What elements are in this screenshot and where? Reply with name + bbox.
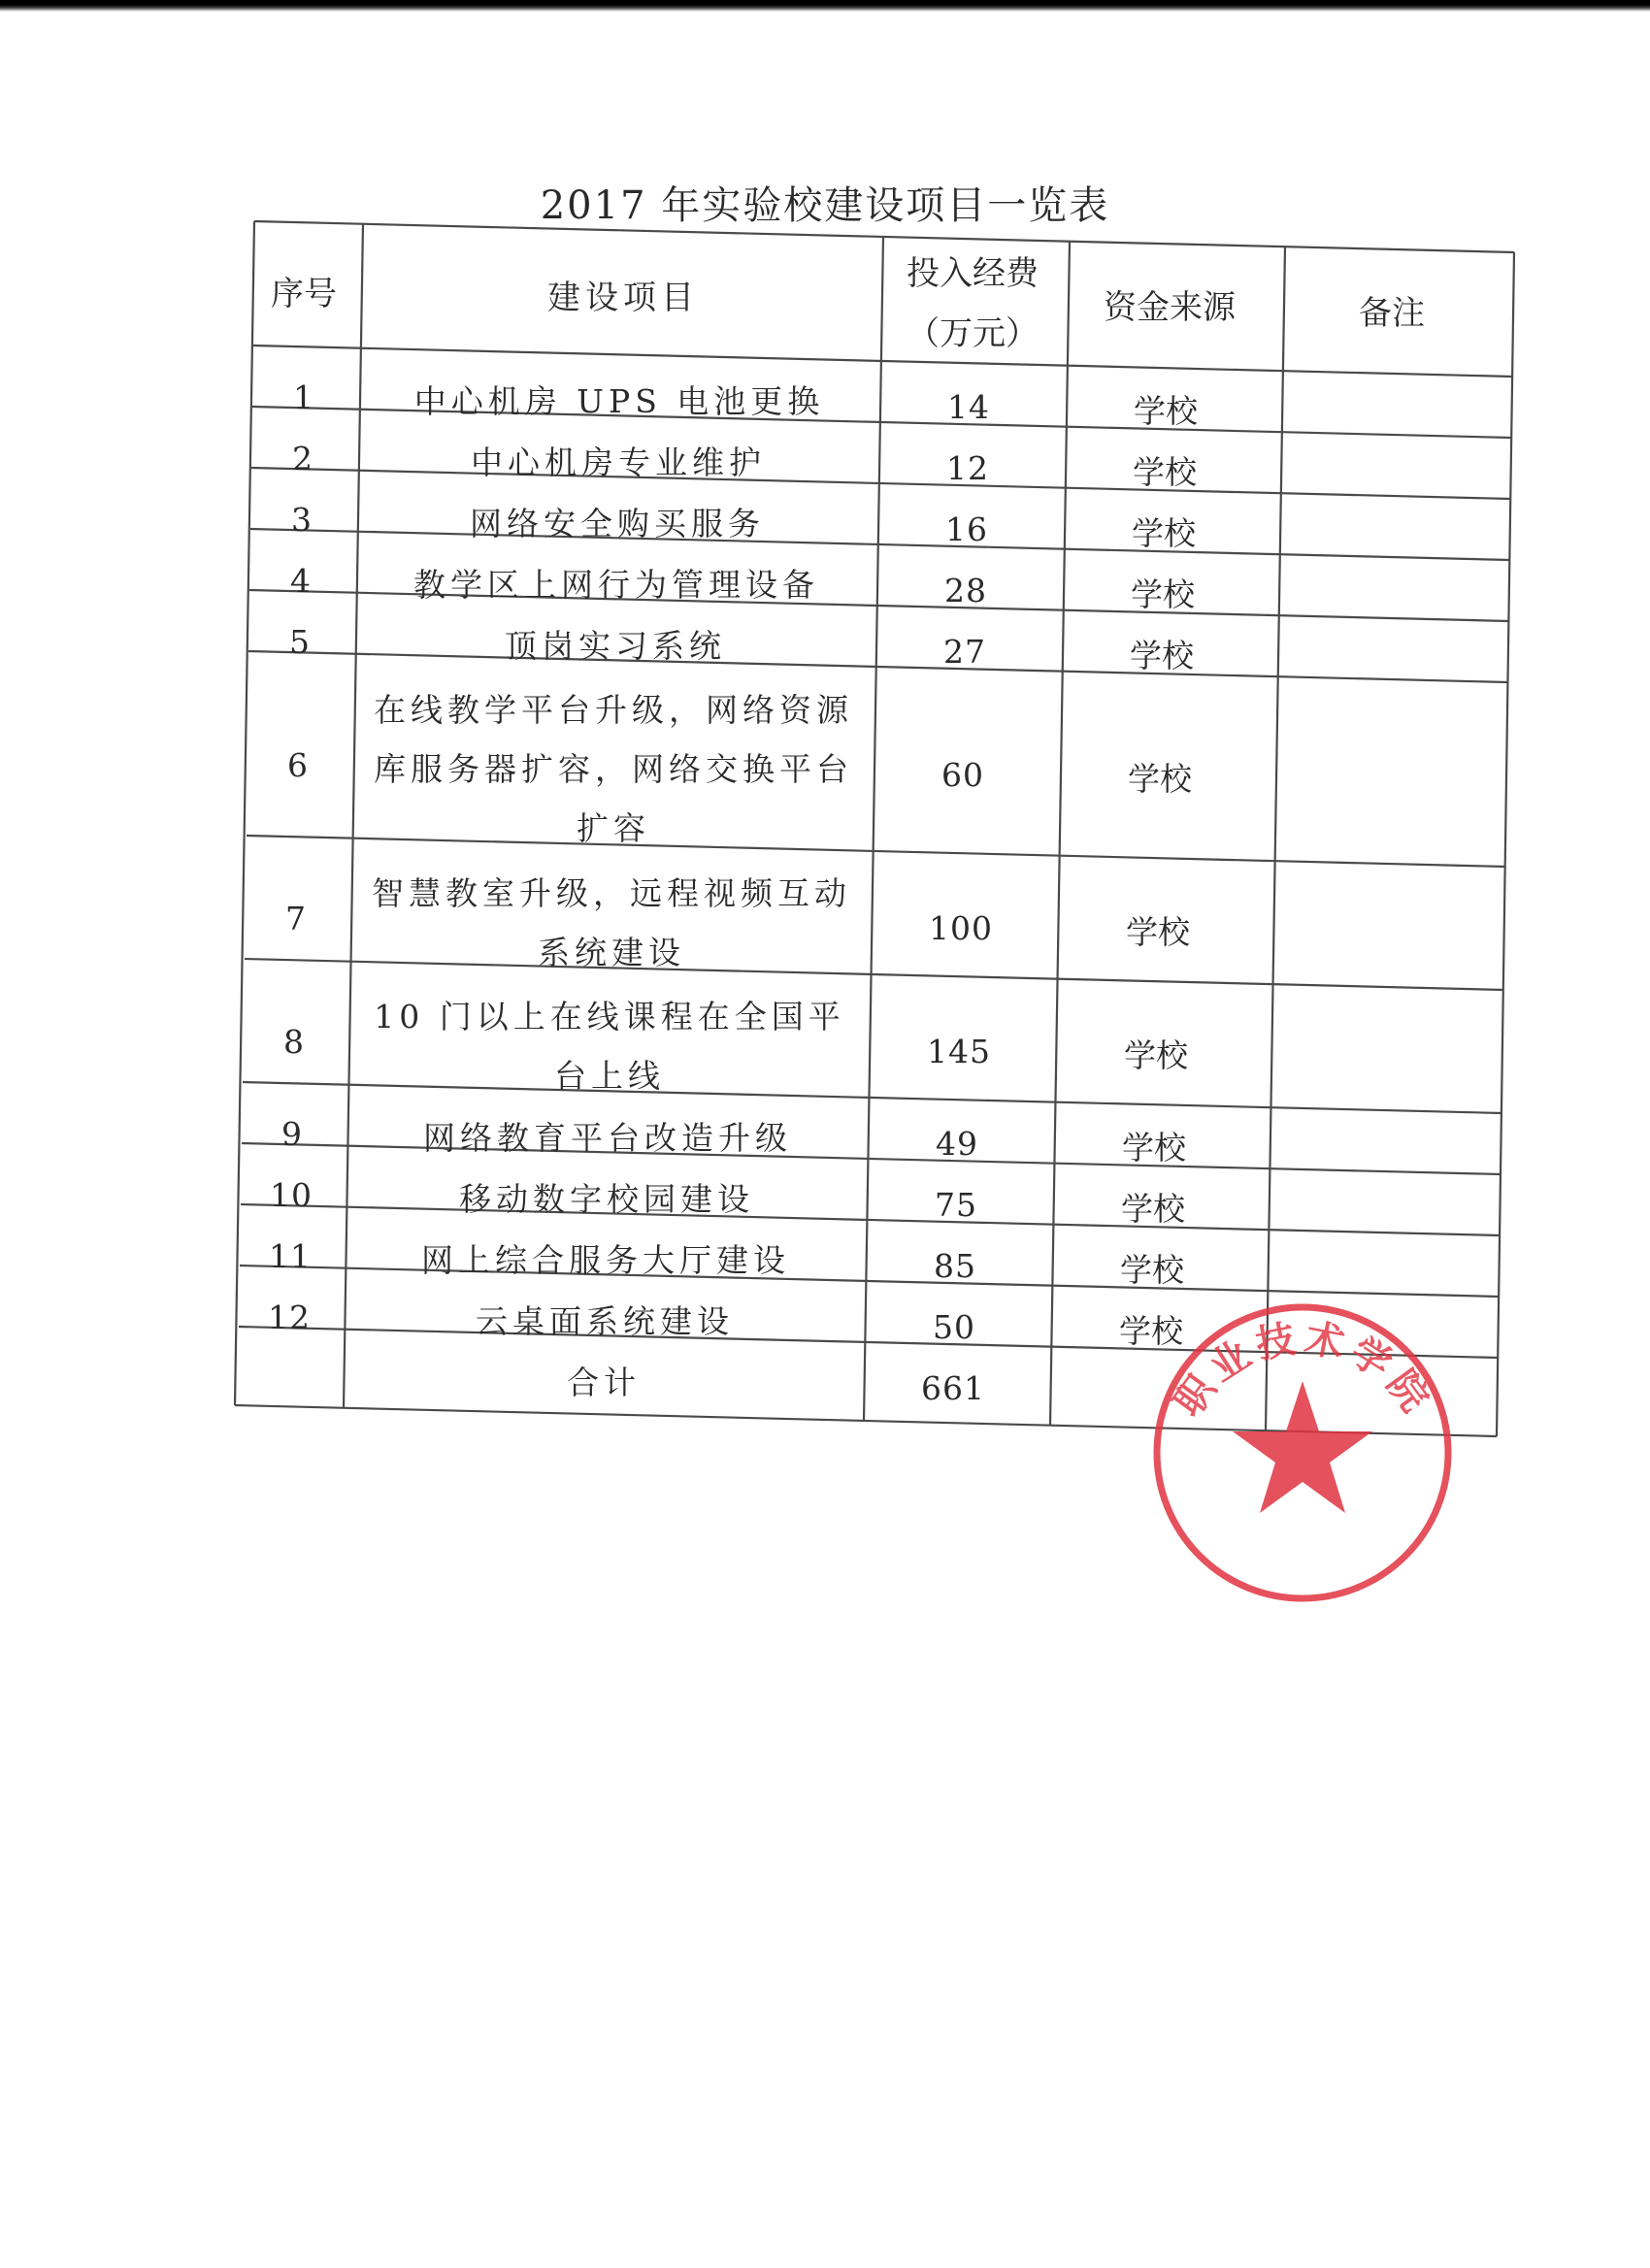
- scan-top-edge: [0, 0, 1650, 12]
- header-seq: 序号: [271, 275, 337, 313]
- cell-source: 学校: [1131, 575, 1195, 613]
- cell-remark: [1273, 386, 1502, 447]
- seal-star-icon: [1233, 1381, 1372, 1513]
- cell-remark: [1266, 876, 1495, 1000]
- cell-seq: 7: [285, 900, 307, 937]
- cell-source: 学校: [1132, 514, 1196, 552]
- header-source: 资金来源: [1104, 288, 1236, 327]
- cell-seq: 6: [287, 745, 309, 784]
- header-remark: 备注: [1359, 294, 1425, 333]
- cell-seq: 1: [293, 378, 314, 416]
- page-title: 2017 年实验校建设项目一览表: [540, 183, 1110, 228]
- cell-seq: 4: [290, 562, 312, 600]
- seal-text: 职业技术学院: [1165, 1314, 1441, 1426]
- cell-project: 智慧教室升级，远程视频互动系统建设: [372, 873, 851, 971]
- cell-source: 学校: [1133, 453, 1197, 491]
- cell-seq: 12: [268, 1298, 311, 1336]
- cell-seq: 9: [281, 1115, 303, 1153]
- cell-source: 学校: [1120, 1251, 1184, 1289]
- cell-cost: 49: [936, 1125, 978, 1163]
- header-cost-line1: 投入经费: [907, 254, 1039, 293]
- official-seal: [1145, 1296, 1461, 1611]
- cell-remark: [1270, 631, 1499, 692]
- cell-project: 网络教育平台改造升级: [423, 1119, 792, 1157]
- cell-seq: 3: [291, 501, 313, 539]
- cell-cost: 100: [929, 909, 993, 947]
- cell-cost: 145: [927, 1033, 991, 1070]
- header-cost-line2: （万元）: [907, 314, 1039, 353]
- cell-project: 中心机房 UPS 电池更换: [413, 382, 825, 420]
- cell-remark: [1272, 447, 1502, 509]
- cell-cost: 12: [946, 449, 989, 487]
- cell-project: 网络安全购买服务: [470, 505, 765, 542]
- cell-project: 10 门以上在线课程在全国平台上线: [374, 997, 845, 1095]
- cell-source: 学校: [1134, 392, 1198, 430]
- cell-remark: [1261, 1184, 1490, 1245]
- cell-project: 云桌面系统建设: [476, 1302, 734, 1340]
- cell-source: 学校: [1124, 1036, 1188, 1074]
- cell-cost: 85: [934, 1247, 976, 1285]
- cell-cost: 75: [935, 1186, 977, 1224]
- cell-source: 学校: [1126, 913, 1190, 951]
- cell-project: 网上综合服务大厅建设: [421, 1241, 790, 1279]
- cell-remark: [1264, 1000, 1493, 1123]
- header-project: 建设项目: [547, 279, 699, 317]
- cell-remark: [1262, 1123, 1491, 1184]
- cell-seq: 5: [289, 623, 311, 661]
- cell-seq: 10: [270, 1176, 313, 1214]
- cell-seq: 8: [283, 1023, 305, 1061]
- cell-seq: 2: [292, 440, 314, 477]
- cell-seq: 11: [269, 1237, 312, 1275]
- cell-source: 学校: [1122, 1129, 1186, 1167]
- cell-cost: 50: [933, 1308, 975, 1346]
- cell-source: 学校: [1128, 759, 1192, 798]
- cell-cost: 14: [947, 388, 990, 426]
- cell-cost: 16: [945, 510, 988, 548]
- cell-project: 顶岗实习系统: [505, 627, 726, 665]
- cell-source: 学校: [1121, 1190, 1185, 1228]
- total-cost: 661: [921, 1369, 985, 1407]
- cell-cost: 60: [941, 755, 984, 794]
- cell-source: 学校: [1130, 637, 1194, 674]
- total-seq: [229, 1348, 347, 1409]
- cell-cost: 27: [943, 633, 986, 671]
- cell-project: 中心机房专业维护: [471, 444, 766, 481]
- header-cost: [875, 247, 1070, 361]
- project-table: [235, 221, 1514, 1405]
- total-label: 合计: [567, 1364, 641, 1401]
- cell-cost: 28: [944, 572, 987, 609]
- cell-project: 教学区上网行为管理设备: [413, 566, 819, 604]
- cell-remark: [1271, 509, 1501, 570]
- cell-remark: [1270, 570, 1500, 631]
- cell-project: 移动数字校园建设: [459, 1180, 754, 1218]
- cell-source: 学校: [1119, 1312, 1183, 1350]
- cell-remark: [1268, 692, 1497, 876]
- cell-project: 在线教学平台升级，网络资源库服务器扩容，网络交换平台扩容: [374, 690, 853, 847]
